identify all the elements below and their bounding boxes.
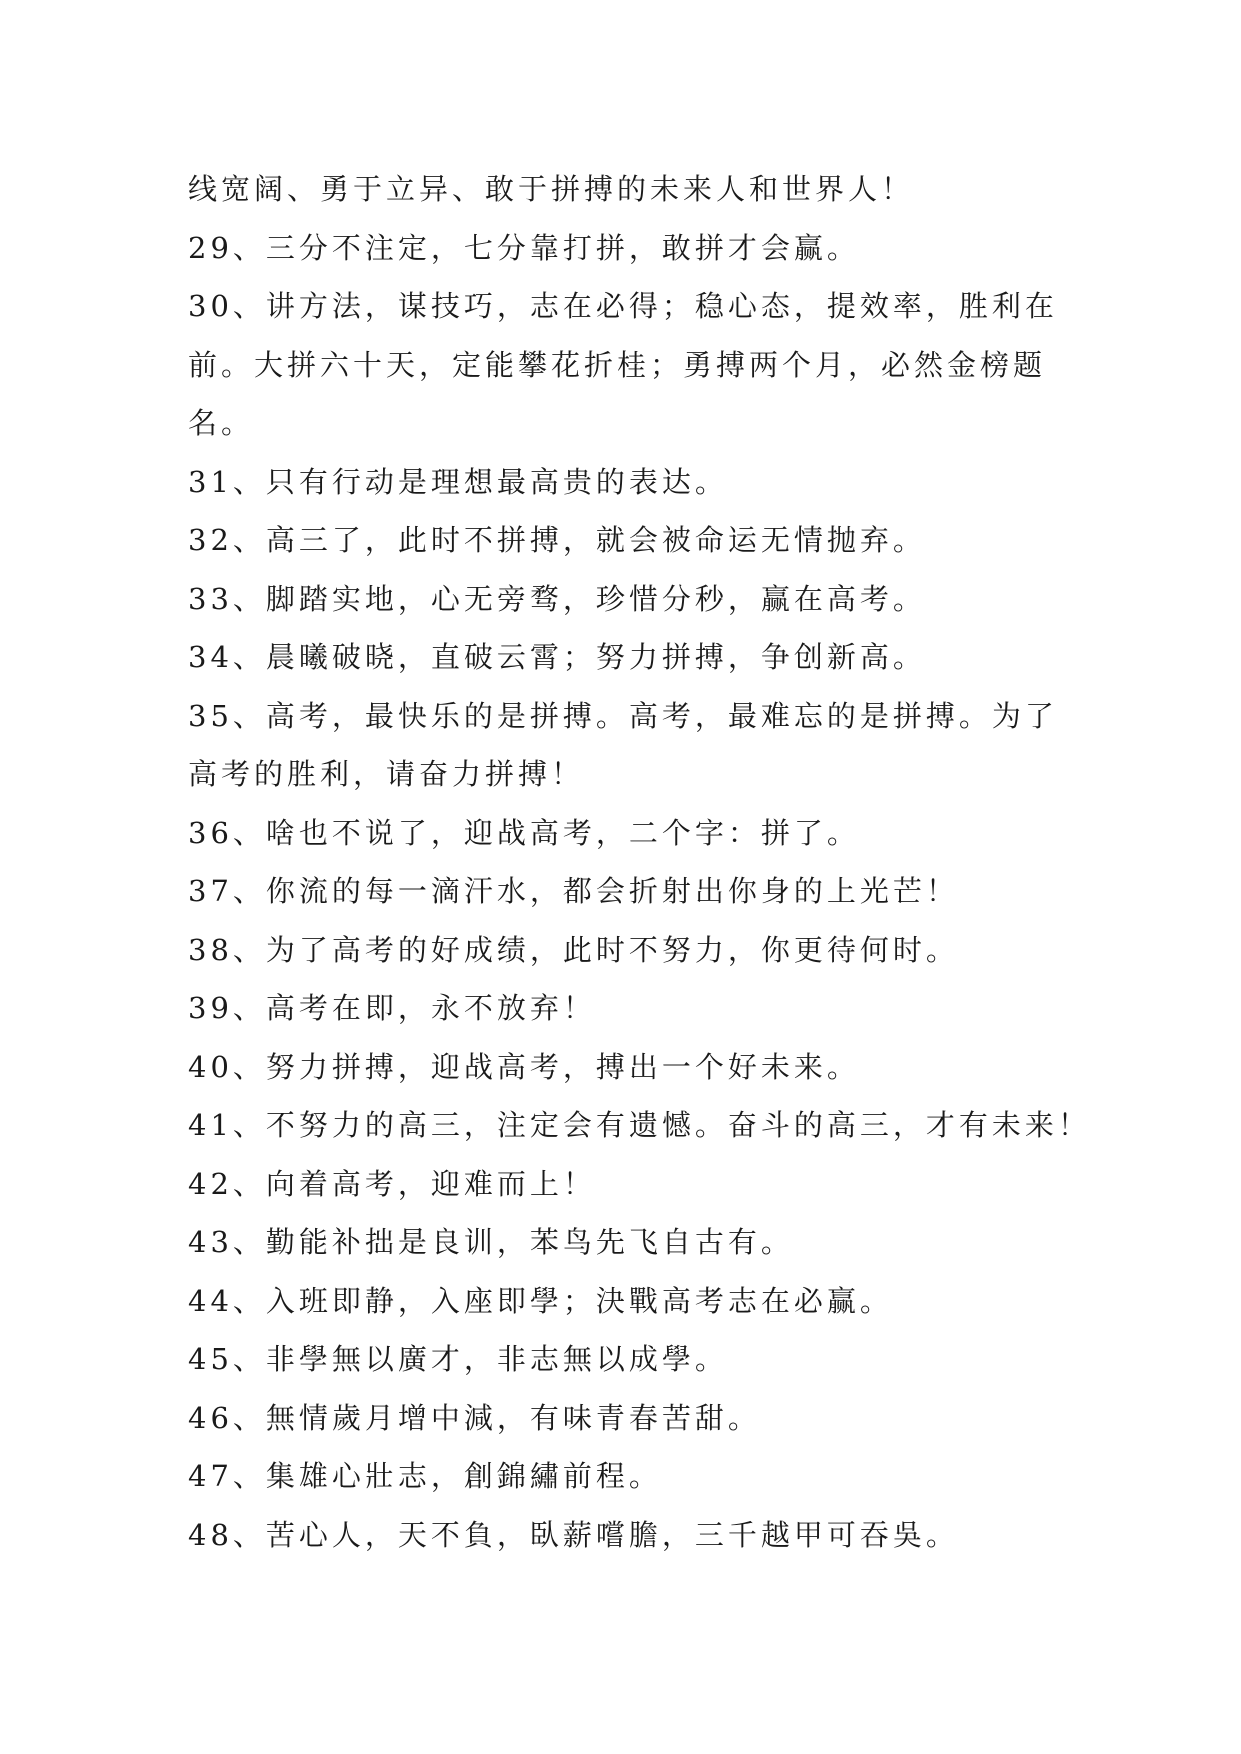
text-line: 35、高考，最快乐的是拼搏。高考，最难忘的是拼搏。为了	[188, 698, 1058, 733]
text-line: 40、努力拼搏，迎战高考，搏出一个好未来。	[188, 1049, 860, 1084]
text-line: 34、晨曦破晓，直破云霄；努力拼搏，争创新高。	[188, 640, 926, 674]
text-line: 45、非學無以廣才，非志無以成學。	[188, 1342, 728, 1376]
text-line: 37、你流的每一滴汗水，都会折射出你身的上光芒！	[188, 874, 959, 908]
text-line: 前。大拼六十天，定能攀花折桂；勇搏两个月，必然金榜题	[188, 347, 1047, 382]
text-line: 48、苦心人，天不負，臥薪嚐膽，三千越甲可吞吳。	[188, 1517, 959, 1552]
text-line: 31、只有行动是理想最高贵的表达。	[188, 464, 728, 499]
text-line: 41、不努力的高三，注定会有遗憾。奋斗的高三，才有未来！	[188, 1108, 1091, 1142]
text-line: 47、集雄心壯志，創錦繡前程。	[188, 1459, 662, 1493]
text-line: 36、啥也不说了，迎战高考，二个字：拼了。	[188, 815, 860, 850]
text-line: 39、高考在即，永不放弃！	[188, 991, 596, 1025]
text-line: 高考的胜利，请奋力拼搏！	[188, 757, 585, 791]
text-line: 43、勤能补拙是良训，苯鸟先飞自古有。	[188, 1225, 794, 1259]
text-line: 线宽阔、勇于立异、敢于拼搏的未来人和世界人！	[188, 172, 915, 206]
text-line: 32、高三了，此时不拼搏，就会被命运无情抛弃。	[188, 523, 926, 557]
text-line: 33、脚踏实地，心无旁骛，珍惜分秒，赢在高考。	[188, 581, 926, 616]
text-line: 30、讲方法，谋技巧，志在必得；稳心态，提效率，胜利在	[188, 289, 1058, 323]
text-line: 名。	[188, 406, 255, 440]
text-line: 38、为了高考的好成绩，此时不努力，你更待何时。	[188, 932, 959, 967]
text-line: 44、入班即静，入座即學；決戰高考志在必赢。	[188, 1283, 893, 1318]
text-line: 46、無情歲月增中減，有味青春苦甜。	[188, 1400, 761, 1435]
text-line: 29、三分不注定，七分靠打拼，敢拼才会赢。	[188, 230, 860, 265]
text-line: 42、向着高考，迎难而上！	[188, 1166, 596, 1201]
document-body	[188, 160, 1091, 1564]
